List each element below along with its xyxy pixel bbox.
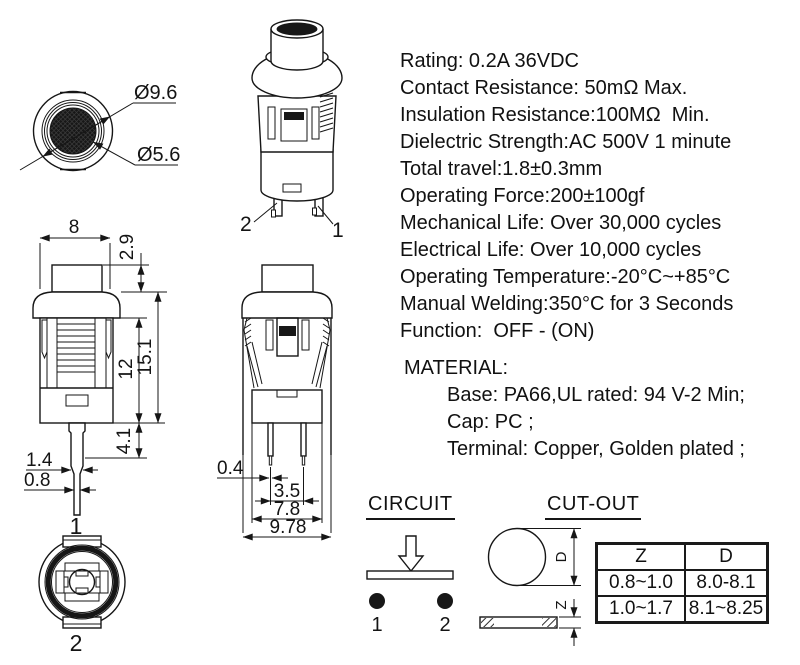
spec-temperature: Operating Temperature:-20°C~+85°C	[400, 266, 731, 288]
dim-width: 8	[68, 217, 80, 238]
cutout-table-cell: 8.1~8.25	[685, 596, 767, 622]
dim-pin-tip-width: 0.8	[24, 470, 51, 491]
spec-mech-life: Mechanical Life: Over 30,000 cycles	[400, 212, 722, 234]
cutout-table-header-d: D	[685, 544, 767, 570]
front-view	[24, 217, 167, 515]
cutout-table-header-z: Z	[597, 544, 685, 570]
top-view	[20, 82, 180, 171]
terminal-1-label: 1	[69, 513, 83, 539]
dim-total-height: 15.1	[135, 338, 156, 376]
cutout-title: CUT-OUT	[545, 493, 641, 520]
cutout-hole	[489, 529, 546, 586]
spec-welding: Manual Welding:350°C for 3 Seconds	[400, 293, 734, 315]
dim-outer-diameter: Ø9.6	[134, 82, 178, 104]
circuit-terminal-1: 1	[371, 614, 383, 636]
dim-body-height: 12	[116, 358, 137, 380]
dim-pin-thickness: 0.4	[217, 458, 244, 479]
dim-cap-height: 2.9	[117, 233, 138, 261]
cutout-table-cell: 1.0~1.7	[597, 596, 685, 622]
dim-d-label: D	[553, 551, 570, 563]
contact-bar	[367, 571, 453, 579]
material-terminal: Terminal: Copper, Golden plated ;	[447, 438, 745, 460]
pin-1-label: 1	[332, 219, 344, 242]
contact-dot-2	[437, 593, 453, 609]
material-base: Base: PA66,UL rated: 94 V-2 Min;	[447, 384, 745, 406]
dim-pin-width: 1.4	[26, 450, 53, 471]
dim-z-label: Z	[553, 600, 570, 610]
cutout-table-cell: 0.8~1.0	[597, 570, 685, 596]
dim-flange-width: 9.78	[269, 517, 307, 538]
pin-2-label: 2	[240, 213, 252, 236]
terminal-2-label: 2	[69, 630, 83, 656]
dim-pin-length: 4.1	[114, 427, 135, 455]
spec-rating: Rating: 0.2A 36VDC	[400, 50, 579, 72]
circuit-title: CIRCUIT	[366, 493, 455, 520]
spec-travel: Total travel:1.8±0.3mm	[400, 158, 603, 180]
spec-elec-life: Electrical Life: Over 10,000 cycles	[400, 239, 702, 261]
perspective-view	[240, 20, 344, 242]
spec-contact-res: Contact Resistance: 50mΩ Max.	[400, 77, 688, 99]
dim-pin-pitch: 3.5	[273, 481, 301, 502]
circuit-terminal-2: 2	[439, 614, 451, 636]
bottom-view	[39, 513, 125, 656]
spec-force: Operating Force:200±100gf	[400, 185, 645, 207]
cutout-diagram	[480, 529, 581, 647]
cutout-table	[595, 542, 769, 624]
dim-base-width: 7.8	[273, 499, 301, 520]
spec-function: Function: OFF - (ON)	[400, 320, 595, 342]
spec-insulation: Insulation Resistance:100MΩ Min.	[400, 104, 710, 126]
dim-inner-diameter: Ø5.6	[137, 144, 181, 166]
circuit-diagram	[367, 536, 453, 636]
press-arrow-icon	[399, 536, 423, 571]
cutout-table-cell: 8.0-8.1	[685, 570, 767, 596]
contact-dot-1	[369, 593, 385, 609]
front-view-rotated	[217, 265, 332, 538]
material-title: MATERIAL:	[404, 357, 509, 379]
spec-dielectric: Dielectric Strength:AC 500V 1 minute	[400, 131, 732, 153]
material-cap: Cap: PC ;	[447, 411, 534, 433]
